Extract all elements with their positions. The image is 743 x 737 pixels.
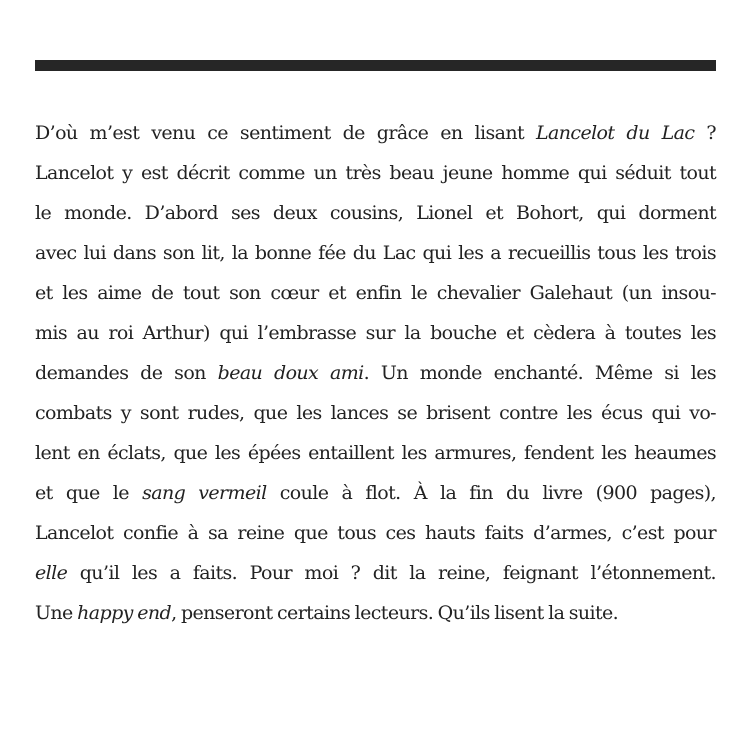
text-segment: Une (35, 602, 78, 624)
italic-text: elle (35, 562, 68, 584)
text-segment: avec lui dans son lit, la bonne fée du Lac qui les a recueillis tous les trois (35, 242, 716, 264)
text-line (35, 193, 716, 233)
italic-text: beau doux ami (217, 362, 364, 384)
text-segment: ? (694, 122, 716, 144)
text-segment: et les aime de tout son cœur et enfin le chevalier Galehaut (un insou- (35, 282, 716, 304)
italic-text: sang vermeil (142, 482, 267, 504)
text-line (35, 593, 716, 633)
text-segment: Lancelot y est décrit comme un très beau jeune homme qui séduit tout (35, 162, 716, 184)
text-line (35, 433, 716, 473)
text-segment: et que le (35, 482, 143, 504)
text-segment: coule à flot. À la fin du livre (900 pages), (266, 482, 716, 504)
text-line (35, 393, 716, 433)
text-segment: le monde. D’abord ses deux cousins, Lionel et Bohort, qui dorment (35, 202, 716, 224)
text-segment: combats y sont rudes, que les lances se brisent contre les écus qui vo- (35, 402, 716, 424)
text-line (35, 153, 716, 193)
text-line (35, 233, 716, 273)
text-line (35, 273, 716, 313)
text-segment: D’où m’est venu ce sentiment de grâce en lisant (35, 122, 537, 144)
text-line (35, 313, 716, 353)
text-segment: lent en éclats, que les épées entaillent les armures, fendent les heaumes (35, 442, 716, 464)
italic-text: happy end (77, 602, 172, 624)
text-line (35, 473, 716, 513)
paragraph (35, 113, 716, 633)
text-line (35, 513, 716, 553)
text-segment: mis au roi Arthur) qui l’embrasse sur la bouche et cèdera à toutes les (35, 322, 716, 344)
italic-text: Lancelot du Lac (536, 122, 695, 144)
text-segment: , penseront certains lecteurs. Qu’ils lisent la suite. (171, 602, 619, 624)
text-line (35, 553, 716, 593)
text-segment: Lancelot confie à sa reine que tous ces hauts faits d’armes, c’est pour (35, 522, 716, 544)
text-line (35, 353, 716, 393)
text-segment: qu’il les a faits. Pour moi ? dit la reine, feignant l’étonnement. (67, 562, 716, 584)
text-line (35, 113, 716, 153)
top-rule (35, 60, 716, 71)
text-segment: . Un monde enchanté. Même si les (363, 362, 716, 384)
text-segment: demandes de son (35, 362, 218, 384)
